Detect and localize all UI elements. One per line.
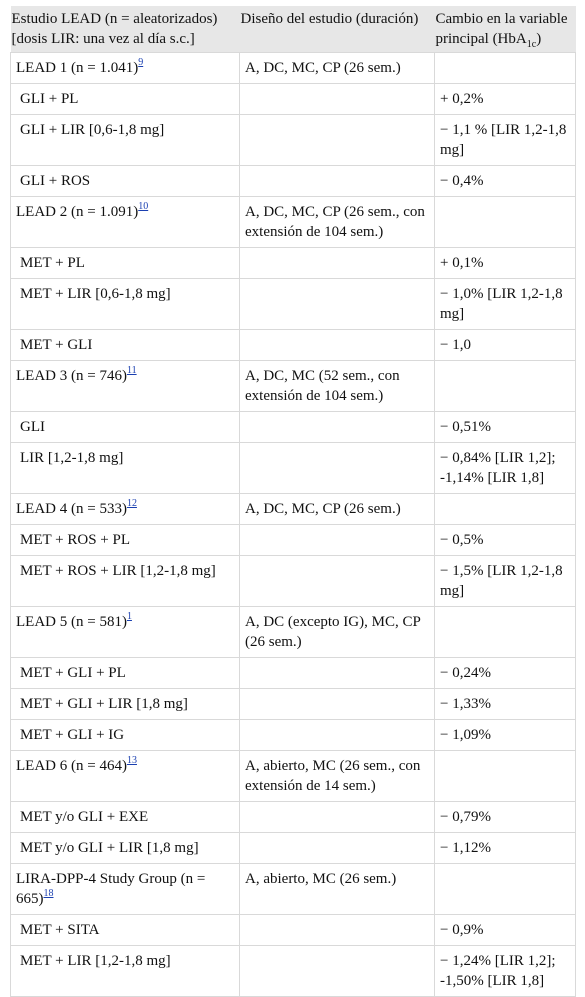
hba1c-change-cell: + 0,2% — [435, 84, 576, 115]
row-label: GLI + PL — [20, 91, 79, 107]
arm-name-cell — [11, 946, 240, 997]
study-name-cell — [11, 361, 240, 412]
design-cell — [240, 720, 435, 751]
hba1c-change-cell: + 0,1% — [435, 248, 576, 279]
arm-name-cell — [11, 330, 240, 361]
arm-row — [11, 658, 576, 689]
design-cell — [240, 556, 435, 607]
hba1c-change-cell: − 1,12% — [435, 833, 576, 864]
table-body — [11, 53, 576, 997]
study-name-cell — [11, 494, 240, 525]
row-label: LEAD 1 (n = 1.041) — [16, 60, 139, 76]
hba1c-change-cell — [435, 864, 576, 915]
row-label: MET + SITA — [20, 922, 100, 938]
arm-row — [11, 833, 576, 864]
hba1c-change-cell: − 0,5% — [435, 525, 576, 556]
study-row — [11, 494, 576, 525]
reference-link[interactable]: 10 — [138, 201, 149, 212]
reference-link[interactable]: 11 — [126, 365, 137, 376]
row-label: MET + LIR [0,6-1,8 mg] — [20, 286, 171, 302]
study-row — [11, 751, 576, 802]
row-label: LEAD 6 (n = 464) — [16, 758, 127, 774]
arm-name-cell — [11, 248, 240, 279]
hba1c-change-cell: − 0,9% — [435, 915, 576, 946]
row-label: LIR [1,2-1,8 mg] — [20, 450, 124, 466]
arm-name-cell — [11, 84, 240, 115]
design-cell — [240, 802, 435, 833]
lead-studies-table — [10, 6, 576, 997]
study-name-cell — [11, 53, 240, 84]
reference-superscript — [127, 611, 132, 622]
arm-row — [11, 166, 576, 197]
hba1c-change-cell: − 1,1 % [LIR 1,2-1,8 mg] — [435, 115, 576, 166]
table-header — [11, 6, 576, 53]
arm-row — [11, 330, 576, 361]
design-cell — [240, 689, 435, 720]
design-cell: A, DC (excepto IG), MC, CP (26 sem.) — [240, 607, 435, 658]
reference-superscript — [138, 57, 143, 68]
hba1c-change-cell: − 0,79% — [435, 802, 576, 833]
arm-row — [11, 720, 576, 751]
design-cell — [240, 833, 435, 864]
arm-name-cell — [11, 115, 240, 166]
hba1c-change-cell — [435, 494, 576, 525]
row-label: LEAD 4 (n = 533) — [16, 501, 127, 517]
row-label: MET + GLI + IG — [20, 727, 125, 743]
reference-link[interactable]: 18 — [43, 888, 54, 899]
reference-superscript — [127, 498, 137, 509]
arm-row — [11, 556, 576, 607]
design-cell — [240, 248, 435, 279]
arm-row — [11, 84, 576, 115]
hba1c-change-cell: − 0,24% — [435, 658, 576, 689]
row-label: LIRA-DPP-4 Study Group (n = 665) — [16, 871, 206, 907]
header-change-text: Cambio en la variable principal (HbA — [435, 11, 568, 47]
arm-name-cell — [11, 915, 240, 946]
design-cell — [240, 330, 435, 361]
design-cell — [240, 166, 435, 197]
design-cell — [240, 279, 435, 330]
header-row — [11, 6, 576, 53]
row-label: LEAD 3 (n = 746) — [16, 368, 127, 384]
arm-row — [11, 689, 576, 720]
row-label: MET + ROS + PL — [20, 532, 130, 548]
arm-name-cell — [11, 412, 240, 443]
arm-name-cell — [11, 658, 240, 689]
row-label: MET + GLI — [20, 337, 93, 353]
header-change-subscript: 1c — [526, 39, 537, 50]
arm-row — [11, 443, 576, 494]
arm-name-cell — [11, 720, 240, 751]
design-cell — [240, 412, 435, 443]
row-label: LEAD 2 (n = 1.091) — [16, 204, 139, 220]
reference-link[interactable]: 9 — [138, 57, 144, 68]
row-label: GLI — [20, 419, 45, 435]
design-cell — [240, 946, 435, 997]
reference-link[interactable]: 1 — [126, 611, 132, 622]
arm-row — [11, 412, 576, 443]
design-cell: A, DC, MC, CP (26 sem., con extensión de 104 sem.) — [240, 197, 435, 248]
reference-superscript — [138, 201, 148, 212]
study-row — [11, 53, 576, 84]
design-cell — [240, 658, 435, 689]
reference-link[interactable]: 12 — [126, 498, 137, 509]
hba1c-change-cell: − 0,51% — [435, 412, 576, 443]
arm-name-cell — [11, 525, 240, 556]
hba1c-change-cell: − 1,09% — [435, 720, 576, 751]
arm-name-cell — [11, 689, 240, 720]
header-design: Diseño del estudio (duración) — [240, 6, 435, 53]
study-row — [11, 197, 576, 248]
design-cell — [240, 443, 435, 494]
design-cell — [240, 915, 435, 946]
study-row — [11, 864, 576, 915]
table-container — [10, 6, 575, 997]
design-cell: A, abierto, MC (26 sem., con extensión de 14 sem.) — [240, 751, 435, 802]
arm-name-cell — [11, 556, 240, 607]
hba1c-change-cell: − 1,0 — [435, 330, 576, 361]
study-name-cell — [11, 607, 240, 658]
hba1c-change-cell — [435, 53, 576, 84]
row-label: LEAD 5 (n = 581) — [16, 614, 127, 630]
study-name-cell — [11, 864, 240, 915]
arm-row — [11, 915, 576, 946]
row-label: GLI + LIR [0,6-1,8 mg] — [20, 122, 165, 138]
arm-row — [11, 946, 576, 997]
header-change-close: ) — [536, 31, 542, 47]
row-label: MET y/o GLI + LIR [1,8 mg] — [20, 840, 199, 856]
arm-row — [11, 115, 576, 166]
hba1c-change-cell: − 1,0% [LIR 1,2-1,8 mg] — [435, 279, 576, 330]
row-label: MET + GLI + PL — [20, 665, 126, 681]
reference-superscript — [127, 755, 137, 766]
row-label: MET + PL — [20, 255, 85, 271]
arm-row — [11, 248, 576, 279]
reference-link[interactable]: 13 — [126, 755, 137, 766]
arm-name-cell — [11, 443, 240, 494]
design-cell: A, DC, MC (52 sem., con extensión de 104 sem.) — [240, 361, 435, 412]
hba1c-change-cell: − 0,84% [LIR 1,2]; -1,14% [LIR 1,8] — [435, 443, 576, 494]
row-label: MET + LIR [1,2-1,8 mg] — [20, 953, 171, 969]
header-study: Estudio LEAD (n = aleatorizados) [dosis LIR: una vez al día s.c.] — [11, 6, 240, 53]
row-label: MET y/o GLI + EXE — [20, 809, 149, 825]
arm-row — [11, 279, 576, 330]
hba1c-change-cell — [435, 361, 576, 412]
row-label: GLI + ROS — [20, 173, 91, 189]
arm-name-cell — [11, 279, 240, 330]
arm-row — [11, 802, 576, 833]
hba1c-change-cell — [435, 197, 576, 248]
study-row — [11, 361, 576, 412]
hba1c-change-cell — [435, 751, 576, 802]
design-cell — [240, 525, 435, 556]
row-label: MET + ROS + LIR [1,2-1,8 mg] — [20, 563, 216, 579]
design-cell: A, DC, MC, CP (26 sem.) — [240, 494, 435, 525]
header-change — [435, 6, 576, 53]
hba1c-change-cell — [435, 607, 576, 658]
study-row — [11, 607, 576, 658]
reference-superscript — [127, 365, 137, 376]
hba1c-change-cell: − 0,4% — [435, 166, 576, 197]
row-label: MET + GLI + LIR [1,8 mg] — [20, 696, 188, 712]
design-cell: A, DC, MC, CP (26 sem.) — [240, 53, 435, 84]
design-cell — [240, 84, 435, 115]
hba1c-change-cell: − 1,5% [LIR 1,2-1,8 mg] — [435, 556, 576, 607]
hba1c-change-cell: − 1,33% — [435, 689, 576, 720]
hba1c-change-cell: − 1,24% [LIR 1,2]; -1,50% [LIR 1,8] — [435, 946, 576, 997]
study-name-cell — [11, 197, 240, 248]
study-name-cell — [11, 751, 240, 802]
arm-name-cell — [11, 833, 240, 864]
design-cell: A, abierto, MC (26 sem.) — [240, 864, 435, 915]
arm-name-cell — [11, 166, 240, 197]
reference-superscript — [44, 888, 54, 899]
arm-name-cell — [11, 802, 240, 833]
arm-row — [11, 525, 576, 556]
design-cell — [240, 115, 435, 166]
